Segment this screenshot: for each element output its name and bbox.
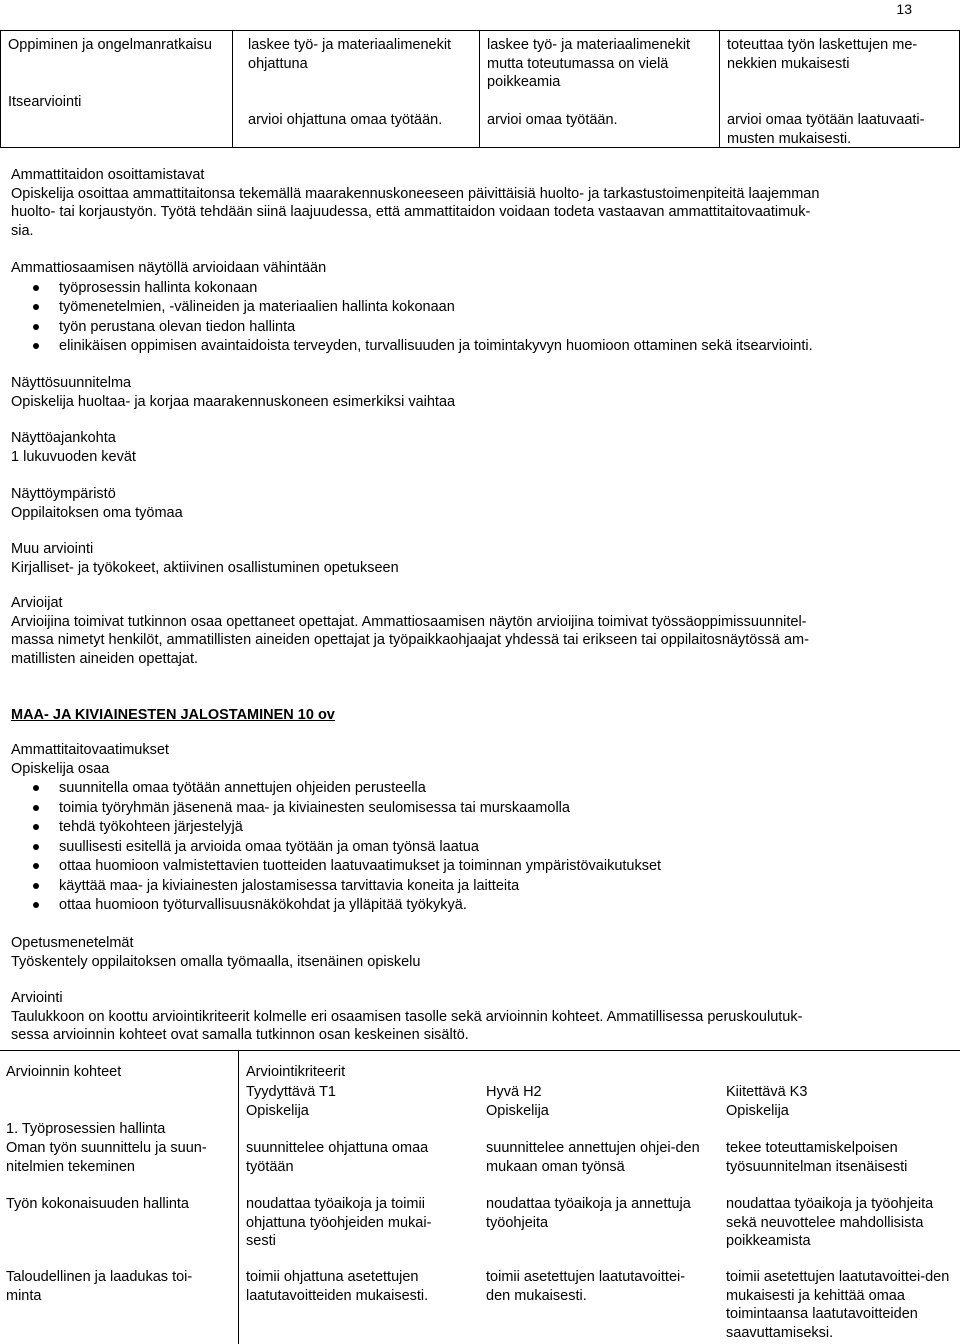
list-item: työmenetelmien, -välineiden ja materiaalien hallinta kokonaan — [0, 298, 951, 318]
row-target: Työn kokonaisuuden hallinta — [6, 1196, 189, 1212]
section-heading: Näyttöajankohta — [11, 430, 116, 446]
section-text: Oppilaitoksen oma työmaa — [11, 504, 183, 521]
level-sub: Opiskelija — [246, 1102, 309, 1119]
row-t1: noudattaa työaikoja ja toimii ohjattuna työohjeiden mukai-sesti — [246, 1196, 432, 1249]
paragraph-line: sessa arvioinnin kohteet ovat samalla tutkinnon osan keskeinen sisältö. — [11, 1027, 469, 1043]
table-cell: toteuttaa työn laskettujen me-nekkien mukaisesti — [727, 37, 918, 72]
page-number: 13 — [896, 1, 912, 17]
assessment-section — [11, 989, 951, 1045]
list-item: käyttää maa- ja kiviainesten jalostamisessa tarvittavia koneita ja laitteita — [0, 877, 951, 897]
list-item: suullisesti esitellä ja arvioida omaa työtään ja oman työnsä laatua — [0, 838, 951, 858]
requirements-section — [11, 741, 951, 916]
table-cell: laskee työ- ja materiaalimenekit mutta toteutumassa on vielä poikkeamia — [487, 37, 691, 90]
row-k3: toimii asetettujen laatutavoittei-den mukaisesti ja kehittää omaa toimintaansa laatutavoitteiden saavuttamiseksi. — [726, 1269, 950, 1341]
row-k3: noudattaa työaikoja ja työohjeita sekä neuvottelee mahdollisista poikkeamista — [726, 1196, 934, 1249]
row-k3: tekee toteuttamiskelpoisen työsuunnitelman itsenäisesti — [726, 1140, 908, 1175]
row-t1: toimii ohjattuna asetettujen laatutavoitteiden mukaisesti. — [246, 1269, 429, 1304]
table-cell: laskee työ- ja materiaalimenekit ohjattuna — [248, 37, 452, 72]
paragraph-line: matillisten aineiden opettajat. — [11, 650, 199, 667]
plan-section — [11, 374, 911, 411]
table-cell: Oppiminen ja ongelmanratkaisu — [8, 37, 212, 53]
list-item: suunnitella omaa työtään annettujen ohjeiden perusteella — [0, 779, 951, 799]
section-text: Työskentely oppilaitoksen omalla työmaalla, itsenäinen opiskelu — [11, 953, 421, 970]
row-h2: suunnittelee annettujen ohjei-den mukaan oman työnsä — [486, 1140, 700, 1175]
row-target: Oman työn suunnittelu ja suun-nitelmien tekeminen — [6, 1140, 207, 1175]
methods-section — [11, 934, 911, 971]
paragraph-line: massa nimetyt henkilöt, ammatillisten aineiden opettajat ja työpaikkaohjaajat yhdessä tai erikseen tai oppilaitosnäytössä am- — [11, 632, 809, 648]
level-sub: Opiskelija — [486, 1102, 549, 1119]
list-item: toimia työryhmän jäsenenä maa- ja kiviainesten seulomisessa tai murskaamolla — [0, 799, 951, 819]
row-h2: toimii asetettujen laatutavoittei-den mukaisesti. — [486, 1269, 686, 1304]
list-item: elinikäisen oppimisen avaintaidoista terveyden, turvallisuuden ja toimintakyvyn huomioon ottaminen sekä itsearviointi. — [0, 337, 951, 357]
criteria-table — [0, 1050, 960, 1344]
section-title: 1. Työprosessien hallinta — [6, 1121, 166, 1137]
column-header: Arvioinnin kohteet — [6, 1064, 122, 1080]
section-heading: Ammattitaidon osoittamistavat — [11, 167, 205, 183]
row-h2: noudattaa työaikoja ja annettuja työohjeita — [486, 1196, 691, 1231]
list-item: ottaa huomioon työturvallisuusnäkökohdat ja ylläpitää työkykyä. — [0, 896, 951, 916]
paragraph-line: sia. — [11, 222, 34, 239]
assessed-list — [0, 279, 951, 357]
requirements-list — [0, 779, 951, 916]
module-title: MAA- JA KIVIAINESTEN JALOSTAMINEN 10 ov — [11, 707, 335, 723]
section-text: 1 lukuvuoden kevät — [11, 448, 136, 465]
section-heading: Ammattiosaamisen näytöllä arvioidaan vähintään — [11, 260, 327, 276]
paragraph-line: Arvioijina toimivat tutkinnon osaa opettaneet opettajat. Ammattiosaamisen näytön arvioijina toimivat työssäoppimissuunnitel- — [11, 613, 807, 630]
section-heading: Arviointi — [11, 990, 63, 1006]
section-heading: Ammattitaitovaatimukset — [11, 742, 169, 758]
level-name: Hyvä H2 — [486, 1084, 542, 1100]
level-name: Tyydyttävä T1 — [246, 1084, 336, 1100]
list-item: työn perustana olevan tiedon hallinta — [0, 318, 951, 338]
environment-section — [11, 485, 911, 522]
demonstration-section — [11, 166, 911, 240]
paragraph-line: huolto- tai korjaustyön. Työtä tehdään siinä laajuudessa, että ammattitaidon voidaan todeta vastaavan ammattitaitovaatimuk- — [11, 204, 811, 220]
section-text: Kirjalliset- ja työkokeet, aktiivinen osallistuminen opetukseen — [11, 559, 399, 576]
table-cell: arvioi omaa työtään laatuvaati-musten mukaisesti. — [727, 112, 925, 147]
level-header-k3 — [726, 1083, 956, 1120]
list-item: ottaa huomioon valmistettavien tuotteiden laatuvaatimukset ja toiminnan ympäristövaikutukset — [0, 857, 951, 877]
level-header-h2 — [486, 1083, 716, 1120]
paragraph-line: Opiskelija osoittaa ammattitaitonsa tekemällä maarakennuskoneeseen päivittäisiä huolto- ja tarkastustoimenpiteitä laajemman — [11, 185, 820, 202]
table-cell: arvioi ohjattuna omaa työtään. — [248, 112, 443, 128]
section-heading: Muu arviointi — [11, 541, 94, 557]
assessors-section — [11, 594, 951, 668]
timing-section — [11, 429, 911, 466]
level-header-t1 — [246, 1083, 476, 1120]
section-text: Opiskelija osaa — [11, 760, 110, 777]
top-criteria-table — [0, 30, 960, 148]
section-heading: Arvioijat — [11, 595, 63, 611]
section-text: Opiskelija huoltaa- ja korjaa maarakennuskoneen esimerkiksi vaihtaa — [11, 393, 456, 410]
paragraph-line: Taulukkoon on koottu arviointikriteerit kolmelle eri osaamisen tasolle sekä arvioinnin kohteet. Ammatillisessa peruskoulutuk- — [11, 1008, 803, 1025]
level-sub: Opiskelija — [726, 1102, 789, 1119]
level-name: Kiitettävä K3 — [726, 1084, 808, 1100]
list-item: tehdä työkohteen järjestelyjä — [0, 818, 951, 838]
list-item: työprosessin hallinta kokonaan — [0, 279, 951, 299]
assessed-section — [11, 259, 951, 357]
section-heading: Näyttösuunnitelma — [11, 375, 132, 391]
other-assessment-section — [11, 540, 911, 577]
row-target: Taloudellinen ja laadukas toi-minta — [6, 1269, 193, 1304]
criteria-header: Arviointikriteerit — [246, 1064, 346, 1080]
table-cell: arvioi omaa työtään. — [487, 112, 618, 128]
section-heading: Opetusmenetelmät — [11, 935, 134, 951]
row-t1: suunnittelee ohjattuna omaa työtään — [246, 1140, 429, 1175]
table-cell: Itsearviointi — [8, 94, 82, 110]
section-heading: Näyttöympäristö — [11, 486, 116, 502]
